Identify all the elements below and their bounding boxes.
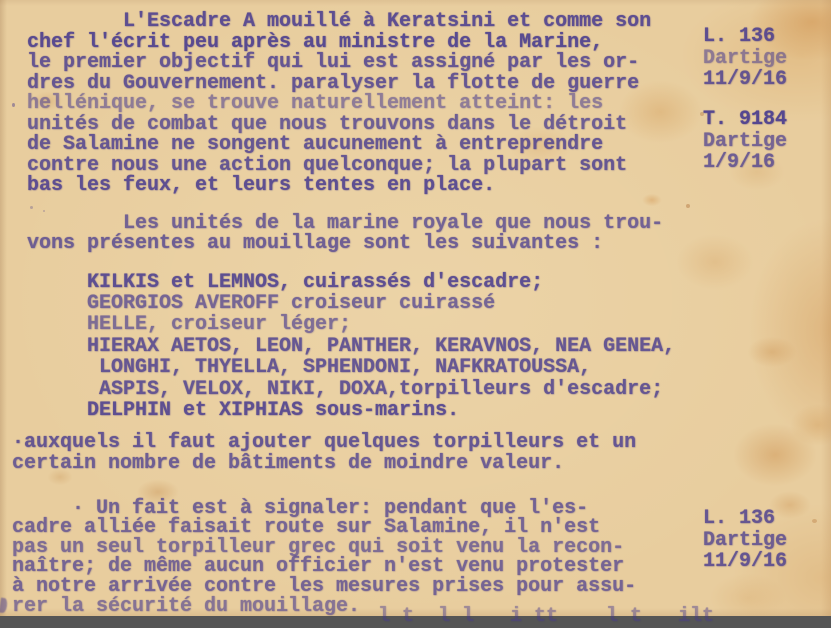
text-line: Les unités de la marine royale que nous trou- [27, 211, 664, 235]
margin-note-1 [703, 26, 787, 91]
ship-list-line: DELPHIN et XIPHIAS sous-marins. [27, 398, 460, 422]
text-line: L'Escadre A mouillé à Keratsini et comme son [27, 10, 652, 33]
ship-list-line: KILKIS et LEMNOS, cuirassés d'escadre; [27, 270, 544, 294]
margin-note-line: Dartige [703, 129, 788, 153]
stain-speck [700, 112, 704, 116]
text-line: naître; de même aucun officier n'est venu protester [12, 555, 625, 579]
paragraph-royal-navy-units [27, 211, 675, 255]
ink-mark-page-edge [0, 598, 8, 614]
margin-note-line: L. 136 [703, 507, 776, 530]
stain-speck [686, 204, 690, 208]
text-line: à notre arrivée contre les mesures prises pour assu- [12, 574, 637, 598]
paragraph-anchorage [27, 12, 675, 197]
ship-list-line: LONGHI, THYELLA, SPHENDONI, NAFKRATOUSSA, [27, 356, 592, 380]
margin-note-line: T. 9184 [703, 108, 788, 131]
margin-note-2 [703, 109, 787, 174]
text-line: le premier objectif qui lui est assigné par les or- [27, 51, 640, 74]
fleet-ship-list [27, 272, 675, 422]
margin-note-line: L. 136 [703, 25, 776, 48]
text-line: bas les feux, et leurs tentes en place. [27, 174, 496, 197]
text-line: · Un fait est à signaler: pendant que l'es- [12, 496, 589, 520]
text-line: pas un seul torpilleur grec qui soit venu la recon- [12, 535, 625, 559]
ink-speck [30, 206, 33, 209]
text-line: certain nombre de bâtiments de moindre valeur. [12, 451, 565, 475]
text-line: de Salamine ne songent aucunement à entreprendre [27, 133, 604, 156]
text-line: ·auxquels il faut ajouter quelques torpilleurs et un [12, 431, 637, 454]
text-line: chef l'écrit peu après au ministre de la Marine, [27, 30, 604, 54]
ship-list-line: ASPIS, VELOX, NIKI, DOXA,torpilleurs d'escadre; [27, 377, 664, 401]
ink-speck [43, 210, 45, 212]
body-text-lower [12, 433, 636, 616]
ship-list-line: HELLE, croiseur léger; [27, 313, 352, 337]
text-line: contre nous une action quelconque; la plupart sont [27, 153, 628, 177]
margin-note-line: Dartige [703, 46, 788, 70]
paragraph-remark [12, 496, 637, 618]
margin-note-line: Dartige [703, 528, 788, 552]
margin-note-line: 11/9/16 [703, 550, 788, 573]
text-line: cadre alliée faisait route sur Salamine, il n'est [12, 516, 601, 540]
text-line: rer la sécurité du mouillage. [12, 594, 361, 618]
margin-note-line: 11/9/16 [703, 68, 788, 91]
margin-note-line: 1/9/16 [703, 151, 776, 174]
ink-speck [12, 103, 15, 107]
stain-speck [812, 519, 817, 523]
cutoff-line-fragment [330, 605, 750, 628]
body-text-upper [27, 12, 675, 421]
illegible-fragment: l t l l i tt l t ilt [330, 605, 715, 628]
text-line: dres du Gouvernement. paralyser la flotte de guerre [27, 71, 640, 95]
paragraph-additional-vessels [12, 433, 636, 475]
ship-list-line: HIERAX AETOS, LEON, PANTHER, KERAVNOS, NEA GENEA, [27, 334, 676, 358]
text-line: vons présentes au mouillage sont les suivantes : [27, 232, 604, 255]
text-line: unités de combat que nous trouvons dans le détroit [27, 112, 628, 136]
text-line: hellénique, se trouve naturellement atteint: les [27, 92, 604, 115]
margin-note-3 [703, 508, 787, 573]
ship-list-line: GEORGIOS AVEROFF croiseur cuirassé [27, 291, 496, 315]
